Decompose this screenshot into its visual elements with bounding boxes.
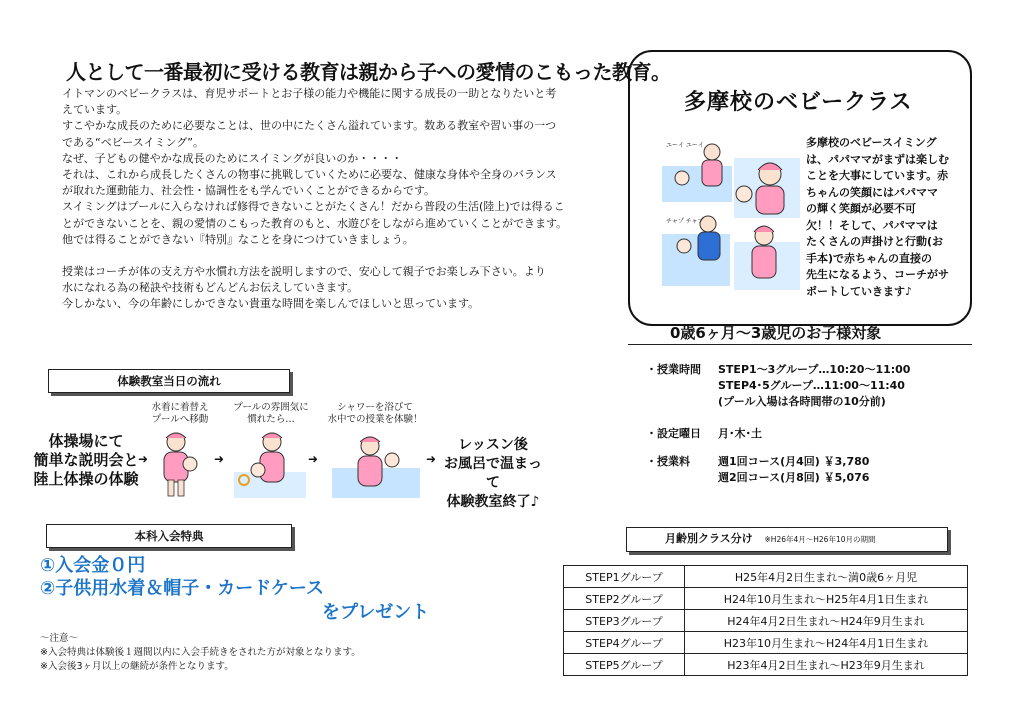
- note-title: ～注意～: [40, 633, 79, 644]
- table-row: [564, 654, 968, 676]
- flow-start-text: [30, 432, 142, 489]
- baby-class-title: 多摩校のベビークラス: [684, 90, 913, 115]
- time-value-3: (プール入場は各時間帯の10分前): [718, 395, 886, 408]
- dates-cell: H23年4月2日生まれ～H23年9月生まれ: [685, 654, 968, 676]
- baby-class-description: [806, 135, 966, 300]
- desc-line: の輝く笑顔が必要不可: [806, 202, 916, 215]
- arrow-icon: ➜: [138, 452, 149, 466]
- group-cell: STEP3グループ: [564, 610, 685, 632]
- desc-line: 先生になるよう、コーチがサ: [806, 268, 949, 281]
- intro-line: 他では得ることができない『特別』なことを身につけていきましょう。: [62, 232, 414, 246]
- day-value: 月･木･土: [718, 427, 762, 440]
- month-table-period: ※H26年4月～H26年10月の期間: [764, 535, 876, 544]
- note-line: ※入会特典は体験後１週間以内に入会手続きをされた方が対象となります。: [40, 647, 361, 658]
- age-divider: [628, 344, 972, 345]
- flow-start-line: 簡単な説明会と: [33, 451, 139, 469]
- flow-step3-caption: [320, 402, 430, 426]
- caption-line: プールへ移動: [151, 414, 209, 425]
- intro-text: [62, 86, 582, 313]
- flow-title: 体験教室当日の流れ: [48, 369, 290, 393]
- fee-value-1: 週1回コース(月4回) ￥3,780: [718, 455, 870, 468]
- intro-line: イトマンのベビークラスは、育児サポートとお子様の能力や機能に関する成長の一助となりたいと考: [62, 87, 557, 100]
- benefit-line-2: ②子供用水着＆帽子・カードケース: [40, 578, 324, 599]
- flow-start-line: 陸上体操の体験: [33, 470, 139, 488]
- time-label: ・授業時間: [646, 363, 701, 376]
- mother-baby-illustration-3: [330, 428, 422, 500]
- desc-line: ポートしていきます♪: [806, 284, 913, 298]
- flow-end-line: レッスン後: [458, 437, 528, 453]
- intro-line: すこやかな成長のために必要なことは、世の中にたくさん溢れています。数ある教室や習い事の一つ: [62, 119, 557, 133]
- benefit-line-3: をプレゼント: [322, 602, 430, 623]
- flow-end-text: [438, 436, 548, 512]
- flow-step1-caption: [140, 402, 220, 426]
- flow-step2-caption: [226, 402, 316, 426]
- intro-line: である“ベビースイミング”。: [62, 135, 204, 149]
- flow-start-line: 体操場にて: [48, 432, 124, 450]
- time-value-1: STEP1～3グループ…10:20～11:00: [718, 363, 911, 376]
- caption-line: 慣れたら…: [247, 414, 295, 425]
- dates-cell: H24年10月生まれ～H25年4月1日生まれ: [685, 588, 968, 610]
- dates-cell: H25年4月2日生まれ～満0歳6ヶ月児: [685, 566, 968, 588]
- benefits-title: 本科入会特典: [46, 524, 292, 548]
- desc-line: 多摩校のベビースイミング: [806, 136, 937, 149]
- mother-baby-illustration-2: [232, 428, 308, 500]
- intro2-line: 水になれる為の秘訣や技術もどんどんお伝えしていきます。: [62, 281, 359, 295]
- caption-line: プールの雰囲気に: [233, 402, 309, 413]
- intro-line: とができないことを、親の愛情のこもった教育のもと、水遊びをしながら進めていくことができます。: [62, 216, 568, 230]
- intro2-line: 授業はコーチが体の支え方や水慣れ方法を説明しますので、安心して親子でお楽しみ下さい。より: [62, 265, 546, 279]
- pic-caption-2: チャプ チャプ: [666, 218, 704, 225]
- dates-cell: H23年10月生まれ～H24年4月1日生まれ: [685, 632, 968, 654]
- desc-line: ことを大事にしています。赤: [806, 169, 949, 182]
- flow-end-line: 体験教室終了♪: [446, 494, 540, 510]
- intro-line: が取れた運動能力、社会性・協調性をも学んでいくことができるからです。: [62, 184, 436, 198]
- group-cell: STEP5グループ: [564, 654, 685, 676]
- table-row: [564, 632, 968, 654]
- caption-line: シャワーを浴びて: [337, 402, 413, 413]
- intro-line: スイミングはプールに入らなければ修得できないことがたくさん！だから普段の生活(陸上)では得るこ: [62, 200, 565, 214]
- caption-line: 水中での授業を体験！: [327, 414, 423, 425]
- pic-caption-1: ユーイ ユーイ: [666, 142, 704, 149]
- month-table-title: 月齢別クラス分け: [665, 532, 753, 545]
- arrow-icon: ➜: [308, 452, 319, 466]
- time-value-2: STEP4･5グループ…11:00～11:40: [718, 379, 905, 392]
- intro-line: それは、これから成長したくさんの物事に挑戦していくために必要な、健康な身体や全身のバランス: [62, 168, 557, 182]
- fee-label: ・授業料: [646, 455, 690, 468]
- desc-line: ちゃんの笑顔にはパパママ: [806, 185, 938, 199]
- mother-baby-illustration-1: [146, 428, 214, 500]
- month-table: [563, 565, 968, 676]
- intro-line: なぜ、子どもの健やかな成長のためにスイミングが良いのか・・・・: [62, 151, 403, 165]
- desc-line: 手本)で赤ちゃんの直接の: [806, 251, 933, 265]
- desc-line: 欠！！そして、パパママは: [806, 218, 938, 232]
- benefits-notes: [40, 632, 361, 674]
- intro-line: えています。: [62, 103, 128, 117]
- caption-line: 水着に着替え: [151, 402, 209, 413]
- day-label: ・設定曜日: [646, 427, 701, 440]
- dates-cell: H24年4月2日生まれ～H24年9月生まれ: [685, 610, 968, 632]
- table-row: [564, 610, 968, 632]
- benefit-line-1: ①入会金０円: [40, 555, 146, 576]
- flow-end-line: お風呂で温まって: [444, 456, 542, 491]
- group-cell: STEP2グループ: [564, 588, 685, 610]
- group-cell: STEP1グループ: [564, 566, 685, 588]
- arrow-icon: ➜: [426, 452, 437, 466]
- note-line: ※入会後3ヶ月以上の継続が条件となります。: [40, 661, 234, 672]
- target-age: 0歳6ヶ月～3歳児のお子様対象: [670, 324, 882, 342]
- fee-value-2: 週2回コース(月8回) ￥5,076: [718, 471, 870, 484]
- group-cell: STEP4グループ: [564, 632, 685, 654]
- table-row: [564, 588, 968, 610]
- desc-line: は、パパママがまずは楽しむ: [806, 152, 949, 166]
- desc-line: たくさんの声掛けと行動(お: [806, 235, 944, 248]
- intro2-line: 今しかない、今の年齢にしかできない貴重な時間を楽しんでほしいと思っています。: [62, 297, 480, 311]
- schedule-block: [646, 362, 910, 486]
- page-headline: 人として一番最初に受ける教育は親から子への愛情のこもった教育。: [66, 60, 671, 84]
- month-table-title-box: [626, 527, 948, 552]
- table-row: [564, 566, 968, 588]
- arrow-icon: ➜: [214, 452, 225, 466]
